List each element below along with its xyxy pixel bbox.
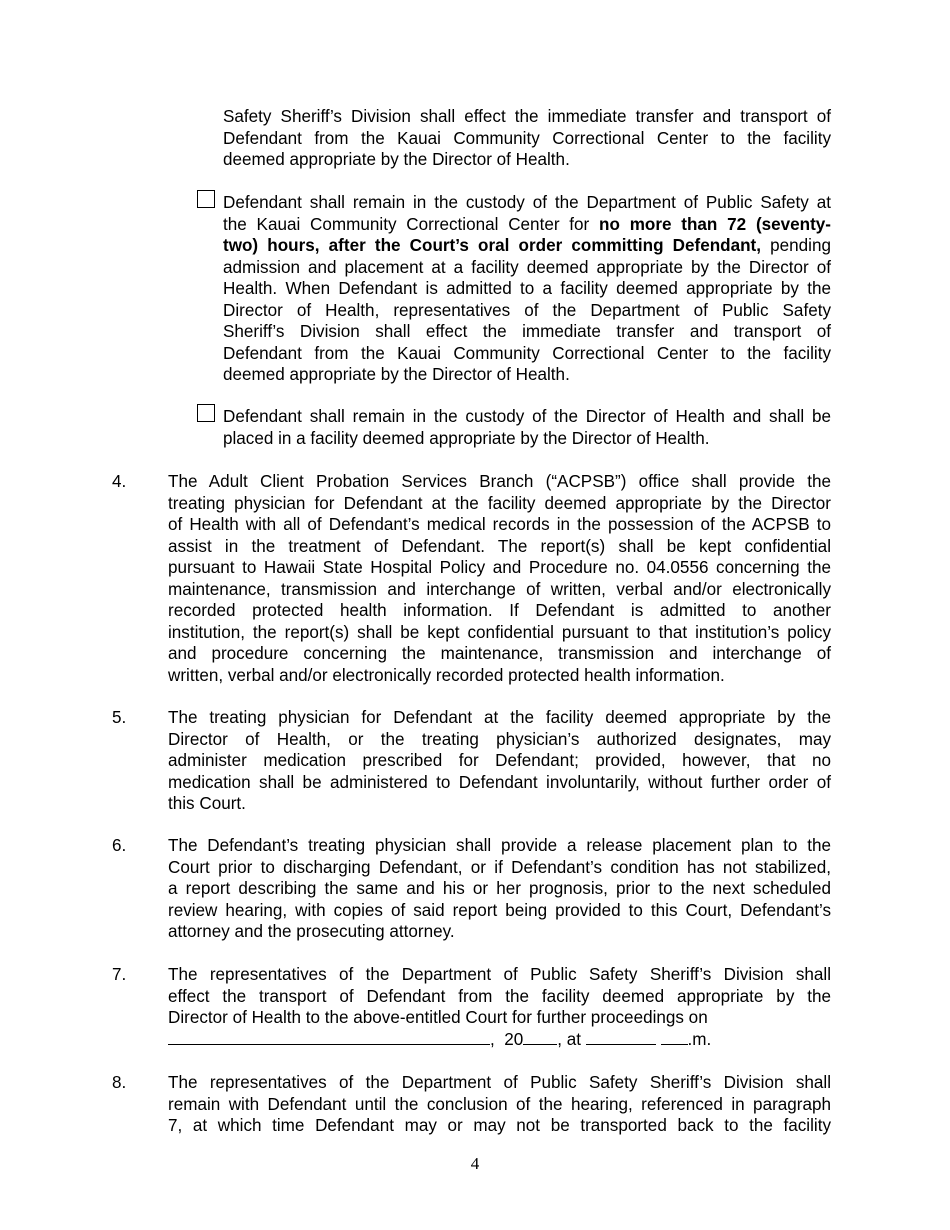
text-line: administer medication prescribed for Defendant; provided, however, that no: [168, 751, 831, 770]
text-line: Director of Health, or the treating physician’s authorized designates, may: [168, 729, 831, 749]
option-director-of-health-custody: [223, 406, 831, 449]
bold-text: no more than 72 (seventy-: [599, 214, 831, 234]
text-line: recorded protected health information. If Defendant is admitted to another: [168, 601, 831, 620]
text-line: Safety Sheriff’s Division shall effect the immediate transfer and transport of: [223, 107, 831, 126]
text-line: The Adult Client Probation Services Branch (“ACPSB”) office shall provide the: [168, 472, 831, 491]
text-line: two) hours, after the Court’s oral order committing Defendant, pending: [223, 236, 831, 255]
text-line: The treating physician for Defendant at the facility deemed appropriate by the: [168, 708, 831, 727]
paragraph-4: [168, 471, 831, 686]
text-line: maintenance, transmission and interchange of written, verbal and/or electronically: [168, 579, 831, 599]
hearing-time-blank[interactable]: [586, 1030, 656, 1045]
text-line: Sheriff’s Division shall effect the immediate transfer and transport of: [223, 322, 831, 341]
option-72-hours-custody: [223, 192, 831, 386]
text-line: this Court.: [168, 794, 246, 813]
text-line: medication shall be administered to Defendant involuntarily, without further order of: [168, 772, 831, 792]
text-line: the Kauai Community Correctional Center for no more than 72 (seventy-: [223, 214, 831, 234]
hearing-year-blank[interactable]: [523, 1030, 557, 1045]
paragraph-number: 4.: [112, 472, 127, 491]
paragraph-8: [168, 1072, 831, 1137]
paragraph-6: [168, 835, 831, 943]
text-line: The Defendant’s treating physician shall provide a release placement plan to the: [168, 836, 831, 855]
text-line: The representatives of the Department of Public Safety Sheriff’s Division shall: [168, 1073, 831, 1092]
text-line: The representatives of the Department of Public Safety Sheriff’s Division shall: [168, 965, 831, 984]
text-line: attorney and the prosecuting attorney.: [168, 922, 455, 941]
text-line: placed in a facility deemed appropriate by the Director of Health.: [223, 428, 710, 448]
text-line: deemed appropriate by the Director of Health.: [223, 150, 570, 169]
text-line: treating physician for Defendant at the facility deemed appropriate by the Director: [168, 493, 831, 513]
hearing-am-pm-blank[interactable]: [661, 1030, 688, 1045]
text-line: pursuant to Hawaii State Hospital Policy and Procedure no. 04.0556 concerning the: [168, 558, 831, 577]
text-line: effect the transport of Defendant from the facility deemed appropriate by the: [168, 986, 831, 1006]
text-line: Defendant from the Kauai Community Correctional Center to the facility: [223, 128, 831, 148]
text-line: Director of Health to the above-entitled Court for further proceedings on: [168, 1008, 708, 1027]
text-line: Defendant from the Kauai Community Correctional Center to the facility: [223, 343, 831, 363]
checkbox-72-hours-custody[interactable]: [197, 190, 215, 208]
text-line: deemed appropriate by the Director of Health.: [223, 365, 570, 384]
paragraph-number: 8.: [112, 1073, 127, 1092]
text-line: institution, the report(s) shall be kept confidential pursuant to that institution’s policy: [168, 622, 831, 642]
text-line: 7, at which time Defendant may or may not be transported back to the facility: [168, 1116, 831, 1135]
text-line: assist in the treatment of Defendant. The report(s) shall be kept confidential: [168, 536, 831, 556]
checkbox-director-of-health-custody[interactable]: [197, 404, 215, 422]
paragraph-7: [168, 964, 831, 1050]
text-line: review hearing, with copies of said report being provided to this Court, Defendant’s: [168, 900, 831, 920]
paragraph-number: 7.: [112, 965, 127, 984]
paragraph-number: 6.: [112, 836, 127, 855]
text-line: of Health with all of Defendant’s medical records in the possession of the ACPSB to: [168, 515, 831, 534]
page-number: 4: [470, 1154, 480, 1173]
continued-paragraph: [223, 106, 831, 171]
text-line: Defendant shall remain in the custody of the Department of Public Safety at: [223, 193, 831, 212]
text-line: Health. When Defendant is admitted to a facility deemed appropriate by the: [223, 279, 831, 298]
text-line: Director of Health, representatives of the Department of Public Safety: [223, 300, 831, 320]
hearing-date-line: , 20 , at .m.: [168, 1029, 831, 1051]
bold-text: two) hours, after the Court’s oral order committing Defendant,: [223, 236, 761, 255]
paragraph-5: [168, 707, 831, 815]
text-line: written, verbal and/or electronically recorded protected health information.: [168, 665, 725, 685]
text-line: admission and placement at a facility deemed appropriate by the Director of: [223, 257, 831, 277]
text-line: Court prior to discharging Defendant, or if Defendant’s condition has not stabilized,: [168, 857, 831, 877]
hearing-date-blank[interactable]: [168, 1030, 490, 1045]
text-line: a report describing the same and his or her prognosis, prior to the next scheduled: [168, 879, 831, 898]
paragraph-number: 5.: [112, 708, 127, 727]
text-line: Defendant shall remain in the custody of the Director of Health and shall be: [223, 407, 831, 426]
text-line: and procedure concerning the maintenance, transmission and interchange of: [168, 644, 831, 663]
text-line: remain with Defendant until the conclusion of the hearing, referenced in paragraph: [168, 1094, 831, 1114]
